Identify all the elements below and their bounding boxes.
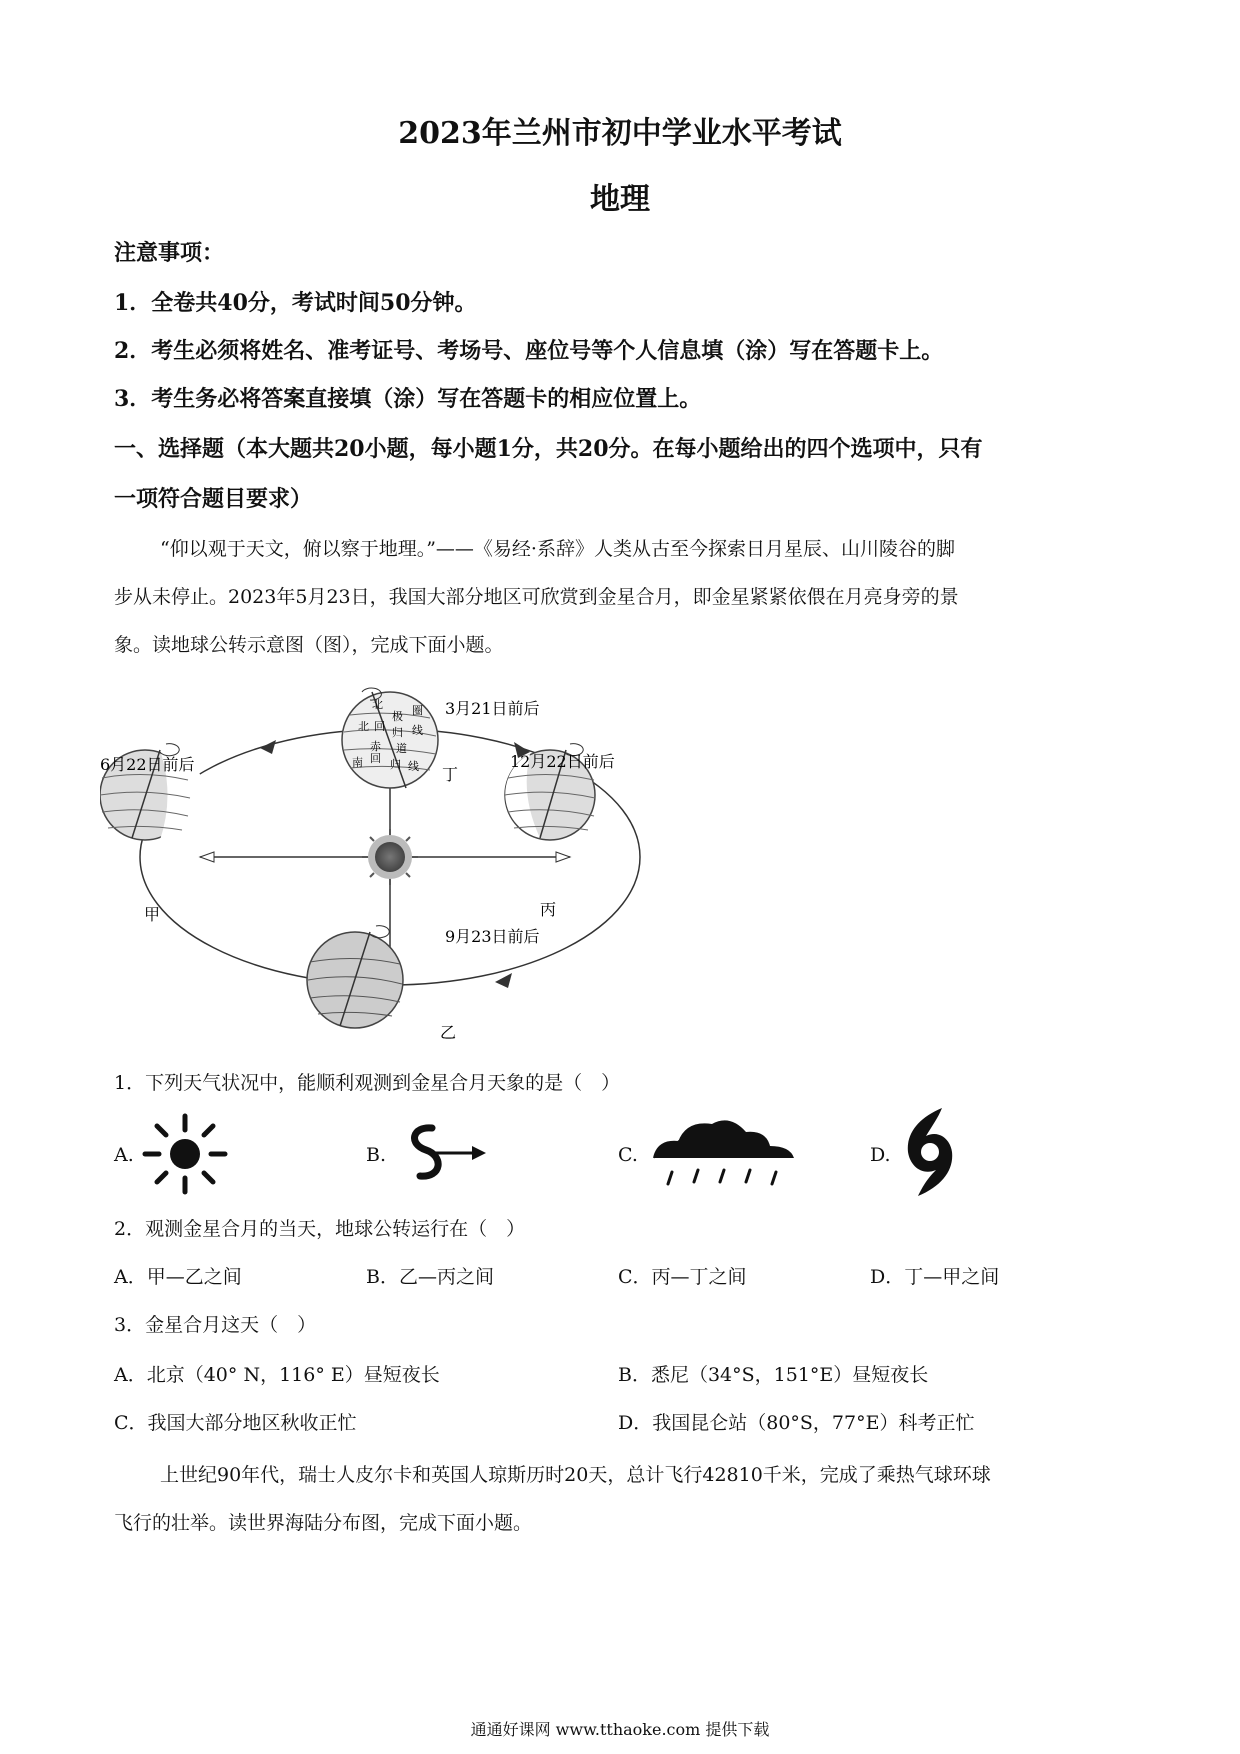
label-jun22: 6月22日前后 xyxy=(100,755,195,774)
svg-text:回: 回 xyxy=(374,720,385,733)
svg-text:南: 南 xyxy=(352,756,363,769)
svg-text:北: 北 xyxy=(358,720,369,733)
q1-label-b: B. xyxy=(366,1144,387,1166)
q2-stem: 2．观测金星合月的当天，地球公转运行在（ ） xyxy=(114,1218,526,1240)
label-jia: 甲 xyxy=(144,905,161,924)
q3-option-c: C．我国大部分地区秋收正忙 xyxy=(114,1412,357,1434)
label-dec22: 12月22日前后 xyxy=(510,752,615,771)
q1-stem: 1．下列天气状况中，能顺利观测到金星合月天象的是（ ） xyxy=(114,1072,621,1094)
subject-title: 地理 xyxy=(590,182,650,217)
q2-option-b: B．乙—丙之间 xyxy=(366,1266,494,1288)
orbit-arrow-icon xyxy=(495,973,512,988)
q2-option-c: C．丙—丁之间 xyxy=(618,1266,747,1288)
svg-text:回: 回 xyxy=(370,752,381,765)
passage2-line1: 上世纪90年代，瑞士人皮尔卡和英国人琼斯历时20天，总计飞行42810千米，完成了乘热气球环球 xyxy=(160,1464,991,1486)
svg-text:道: 道 xyxy=(396,742,407,755)
sun-icon xyxy=(362,829,418,885)
label-ding: 丁 xyxy=(442,765,459,784)
globe-yi xyxy=(307,926,403,1028)
rain-cloud-icon xyxy=(650,1112,800,1196)
label-yi: 乙 xyxy=(440,1023,457,1042)
notice-heading: 注意事项： xyxy=(114,240,225,266)
orbit-arrow-icon xyxy=(260,740,276,754)
q1-label-d: D. xyxy=(870,1144,891,1166)
page-footer: 通通好课网 www.tthaoke.com 提供下载 xyxy=(470,1720,770,1739)
arrow-right-icon xyxy=(556,852,570,862)
q2-option-a: A．甲—乙之间 xyxy=(114,1266,242,1288)
svg-text:赤: 赤 xyxy=(370,740,381,753)
typhoon-icon xyxy=(898,1104,962,1198)
svg-text:圈: 圈 xyxy=(412,704,423,717)
svg-text:归: 归 xyxy=(390,758,401,771)
q1-label-c: C. xyxy=(618,1144,638,1166)
passage2-line2: 飞行的壮举。读世界海陆分布图，完成下面小题。 xyxy=(114,1512,533,1534)
arrow-left-icon xyxy=(200,852,214,862)
earth-revolution-diagram xyxy=(100,670,700,1045)
passage1-line3: 象。读地球公转示意图（图），完成下面小题。 xyxy=(114,634,504,656)
q2-option-d: D．丁—甲之间 xyxy=(870,1266,1000,1288)
q1-label-a: A. xyxy=(114,1144,134,1166)
svg-text:北: 北 xyxy=(372,698,383,711)
label-mar21: 3月21日前后 xyxy=(445,699,540,718)
svg-text:线: 线 xyxy=(412,724,423,737)
globe-ding xyxy=(342,688,438,788)
section-heading-line2: 一项符合题目要求） xyxy=(114,486,313,512)
svg-text:线: 线 xyxy=(408,760,419,773)
label-sep23: 9月23日前后 xyxy=(445,927,540,946)
passage1-line1: “仰以观于天文，俯以察于地理。”——《易经·系辞》人类从古至今探索日月星辰、山川陵谷的脚 xyxy=(160,538,955,560)
svg-text:极: 极 xyxy=(392,710,403,723)
svg-text:归: 归 xyxy=(392,726,403,739)
label-bing: 丙 xyxy=(540,900,557,919)
passage1-line2: 步从未停止。2023年5月23日，我国大部分地区可欣赏到金星合月，即金星紧紧依偎在月亮身旁的景 xyxy=(114,586,959,608)
q3-option-d: D．我国昆仑站（80°S，77°E）科考正忙 xyxy=(618,1412,975,1434)
sun-icon xyxy=(140,1112,230,1196)
notice-item-1: 1．全卷共40分，考试时间50分钟。 xyxy=(114,290,477,316)
section-heading-line1: 一、选择题（本大题共20小题，每小题1分，共20分。在每小题给出的四个选项中，只有 xyxy=(114,436,983,462)
notice-item-2: 2．考生必须将姓名、准考证号、考场号、座位号等个人信息填（涂）写在答题卡上。 xyxy=(114,338,944,364)
sandstorm-icon xyxy=(398,1120,488,1186)
q3-option-b: B．悉尼（34°S，151°E）昼短夜长 xyxy=(618,1364,929,1386)
notice-item-3: 3．考生务必将答案直接填（涂）写在答题卡的相应位置上。 xyxy=(114,386,702,412)
q3-stem: 3．金星合月这天（ ） xyxy=(114,1314,317,1336)
q3-option-a: A．北京（40° N，116° E）昼短夜长 xyxy=(114,1364,440,1386)
exam-title: 2023年兰州市初中学业水平考试 xyxy=(398,116,842,151)
